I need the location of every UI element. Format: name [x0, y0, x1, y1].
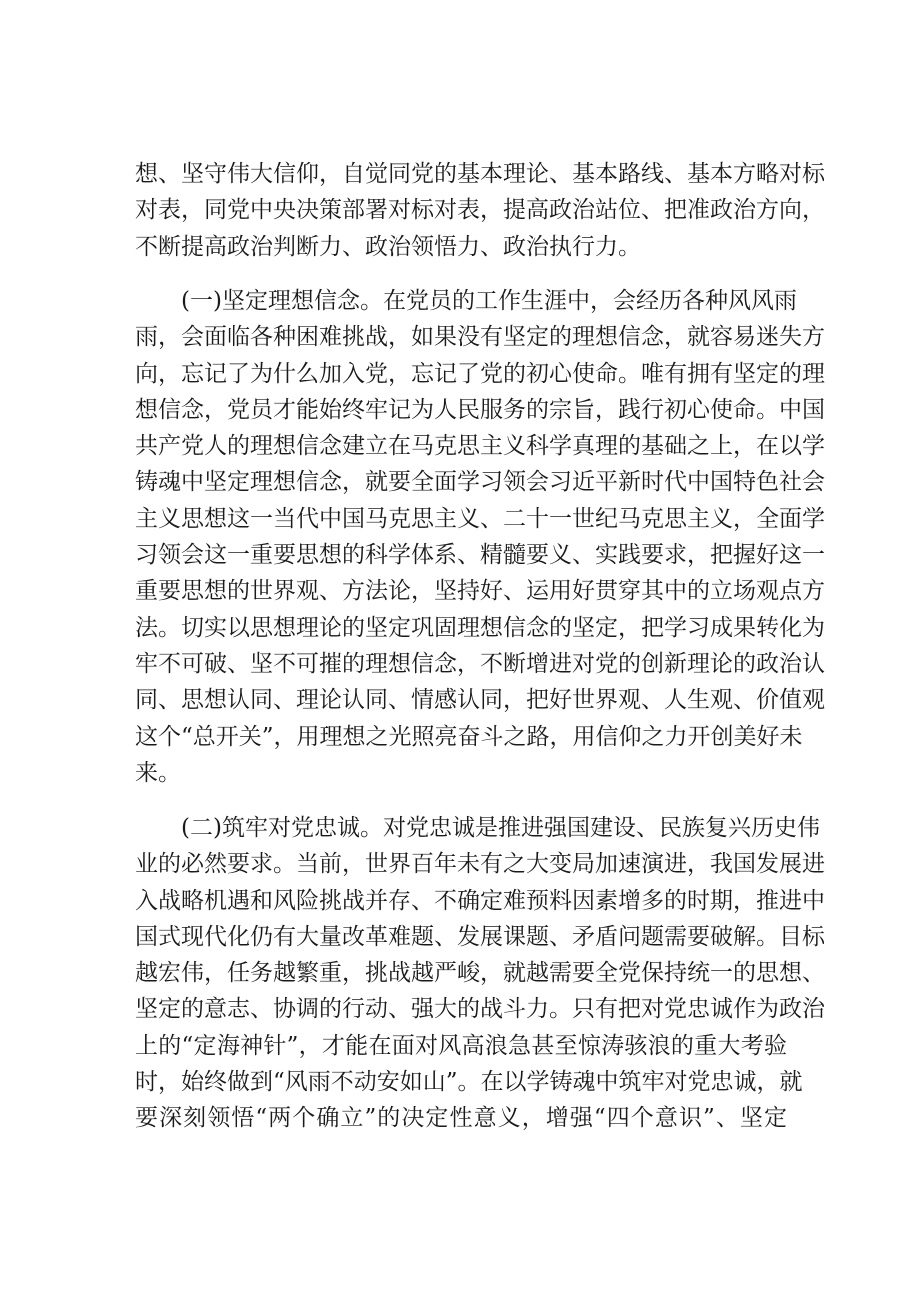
paragraph-line: 向，忘记了为什么加入党，忘记了党的初心使命。唯有拥有坚定的理 [135, 360, 825, 387]
paragraph-line: 法。切实以思想理论的坚定巩固理想信念的坚定，把学习成果转化为 [135, 614, 825, 641]
paragraph-line: 坚定的意志、协调的行动、强大的战斗力。只有把对党忠诚作为政治 [135, 996, 825, 1023]
paragraph-line: 习领会这一重要思想的科学体系、精髓要义、实践要求，把握好这一 [135, 542, 825, 569]
paragraph-line: 铸魂中坚定理想信念，就要全面学习领会习近平新时代中国特色社会 [135, 469, 825, 496]
paragraph-line: 雨，会面临各种困难挑战，如果没有坚定的理想信念，就容易迷失方 [135, 324, 825, 351]
paragraph-line: 要深刻领悟“两个确立”的决定性意义，增强“四个意识”、坚定 [135, 1105, 787, 1132]
paragraph-line: 重要思想的世界观、方法论，坚持好、运用好贯穿其中的立场观点方 [135, 578, 825, 605]
paragraph-line: 对表，同党中央决策部署对标对表，提高政治站位、把准政治方向， [135, 197, 825, 224]
paragraph-line: 越宏伟，任务越繁重，挑战越严峻，就越需要全党保持统一的思想、 [135, 960, 825, 987]
paragraph-line: 牢不可破、坚不可摧的理想信念，不断增进对党的创新理论的政治认 [135, 650, 825, 677]
paragraph-line: 来。 [135, 759, 181, 786]
paragraph-heading-line: (二)筑牢对党忠诚。对党忠诚是推进强国建设、民族复兴历史伟 [181, 815, 820, 841]
paragraph-line: 想信念，党员才能始终牢记为人民服务的宗旨，践行初心使命。中国 [135, 396, 825, 423]
paragraph-line: 业的必然要求。当前，世界百年未有之大变局加速演进，我国发展进 [135, 851, 825, 878]
paragraph-continuation [135, 156, 825, 265]
paragraph-loyalty-to-party [135, 810, 825, 1137]
paragraph-line: 这个“总开关”，用理想之光照亮奋斗之路，用信仰之力开创美好未 [135, 723, 803, 750]
paragraph-line: 不断提高政治判断力、政治领悟力、政治执行力。 [135, 233, 641, 260]
paragraph-line: 想、坚守伟大信仰，自觉同党的基本理论、基本路线、基本方略对标 [135, 161, 825, 187]
paragraph-line: 时，始终做到“风雨不动安如山”。在以学铸魂中筑牢对党忠诚，就 [135, 1069, 803, 1096]
paragraph-line: 上的“定海神针”，才能在面对风高浪急甚至惊涛骇浪的重大考验 [135, 1032, 787, 1059]
paragraph-line: 主义思想这一当代中国马克思主义、二十一世纪马克思主义，全面学 [135, 505, 825, 532]
paragraph-line: 入战略机遇和风险挑战并存、不确定难预料因素增多的时期，推进中 [135, 887, 825, 914]
paragraph-heading-line: (一)坚定理想信念。在党员的工作生涯中，会经历各种风风雨 [181, 288, 797, 314]
paragraph-line: 同、思想认同、理论认同、情感认同，把好世界观、人生观、价值观 [135, 687, 825, 714]
paragraph-line: 国式现代化仍有大量改革难题、发展课题、矛盾问题需要破解。目标 [135, 923, 825, 950]
paragraph-ideals-and-convictions [135, 283, 825, 791]
paragraph-line: 共产党人的理想信念建立在马克思主义科学真理的基础之上，在以学 [135, 433, 825, 460]
